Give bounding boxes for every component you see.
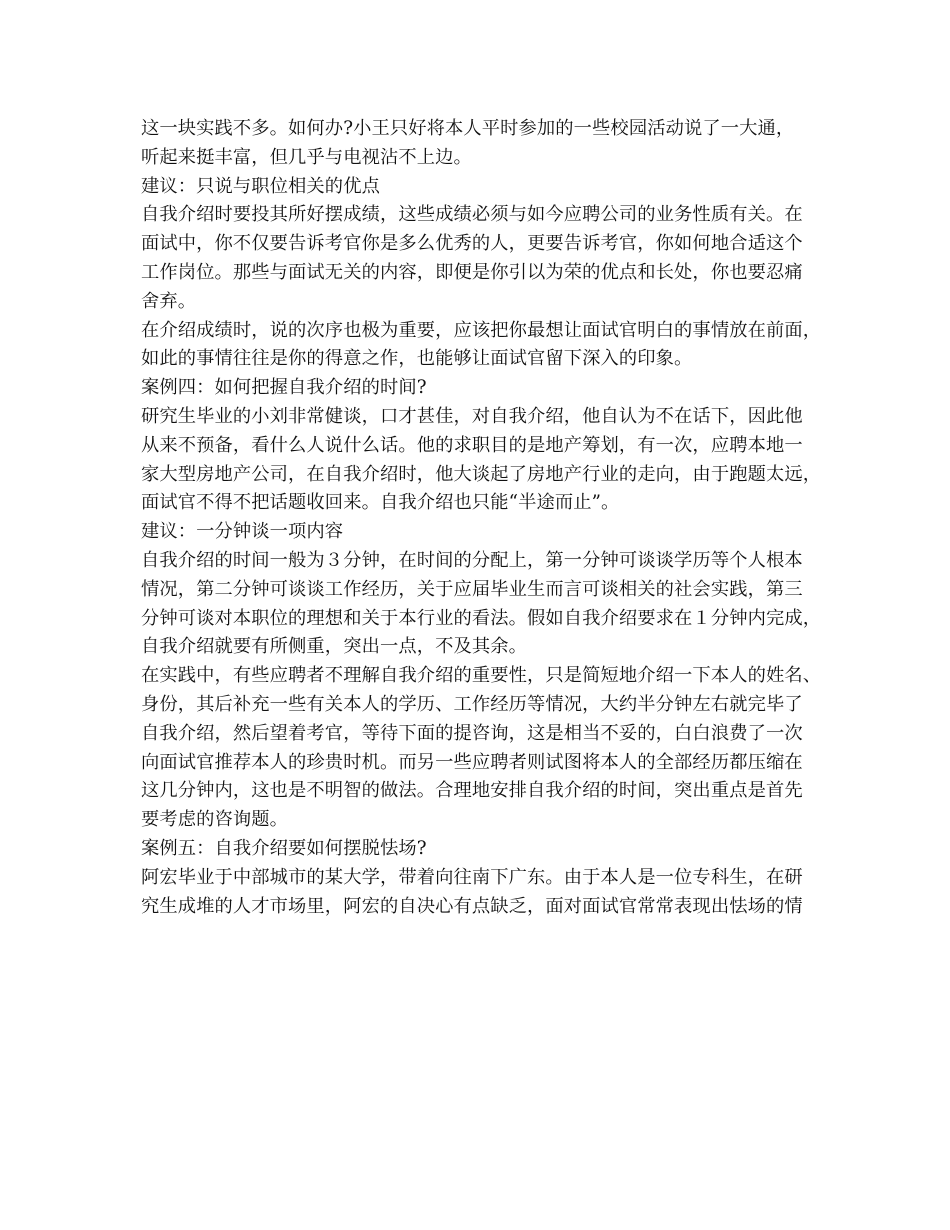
text-line: 从来不预备，看什么人说什么话。他的求职目的是地产筹划，有一次，应聘本地一 <box>141 434 803 456</box>
document-body <box>141 115 821 921</box>
text-line: 分钟可谈对本职位的理想和关于本行业的看法。假如自我介绍要求在１分钟内完成， <box>141 607 822 629</box>
text-line: 要考虑的咨询题。 <box>141 809 289 831</box>
section-heading: 案例四：如何把握自我介绍的时间? <box>141 377 427 399</box>
text-line: 自我介绍就要有所侧重，突出一点，不及其余。 <box>141 636 528 658</box>
section-heading: 建议：只说与职位相关的优点 <box>141 175 380 197</box>
text-line: 身份，其后补充一些有关本人的学历、工作经历等情况，大约半分钟左右就完毕了 <box>141 693 803 715</box>
text-line: 家大型房地产公司，在自我介绍时，他大谈起了房地产行业的走向，由于跑题太远， <box>141 463 822 485</box>
text-line: 面试官不得不把话题收回来。自我介绍也只能“半途而止”。 <box>141 492 620 514</box>
text-line: 自我介绍的时间一般为３分钟，在时间的分配上，第一分钟可谈谈学历等个人根本 <box>141 549 803 571</box>
text-line: 舍弃。 <box>141 290 197 312</box>
text-line: 如此的事情往往是你的得意之作，也能够让面试官留下深入的印象。 <box>141 348 693 370</box>
text-line: 自我介绍时要投其所好摆成绩，这些成绩必须与如今应聘公司的业务性质有关。在 <box>141 204 803 226</box>
text-line: 自我介绍，然后望着考官，等待下面的提咨询，这是相当不妥的，白白浪费了一次 <box>141 722 803 744</box>
text-line: 这几分钟内，这也是不明智的做法。合理地安排自我介绍的时间，突出重点是首先 <box>141 780 803 802</box>
text-line: 向面试官推荐本人的珍贵时机。而另一些应聘者则试图将本人的全部经历都压缩在 <box>141 751 803 773</box>
text-line: 在实践中，有些应聘者不理解自我介绍的重要性，只是简短地介绍一下本人的姓名、 <box>141 665 822 687</box>
text-line: 研究生毕业的小刘非常健谈，口才甚佳，对自我介绍，他自认为不在话下，因此他 <box>141 405 803 427</box>
text-line: 在介绍成绩时，说的次序也极为重要，应该把你最想让面试官明白的事情放在前面， <box>141 319 822 341</box>
text-line: 工作岗位。那些与面试无关的内容，即便是你引以为荣的优点和长处，你也要忍痛 <box>141 261 803 283</box>
text-line: 听起来挺丰富，但几乎与电视沾不上边。 <box>141 146 472 168</box>
text-line: 究生成堆的人才市场里，阿宏的自决心有点缺乏，面对面试官常常表现出怯场的情 <box>141 895 803 917</box>
text-line: 情况，第二分钟可谈谈工作经历，关于应届毕业生而言可谈相关的社会实践，第三 <box>141 578 803 600</box>
text-line: 这一块实践不多。如何办?小王只好将本人平时参加的一些校园活动说了一大通， <box>141 118 795 139</box>
text-line: 面试中，你不仅要告诉考官你是多么优秀的人，更要告诉考官，你如何地合适这个 <box>141 233 803 255</box>
section-heading: 建议：一分钟谈一项内容 <box>141 521 344 543</box>
section-heading: 案例五：自我介绍要如何摆脱怯场? <box>141 837 427 859</box>
text-line: 阿宏毕业于中部城市的某大学，带着向往南下广东。由于本人是一位专科生，在研 <box>141 866 803 888</box>
